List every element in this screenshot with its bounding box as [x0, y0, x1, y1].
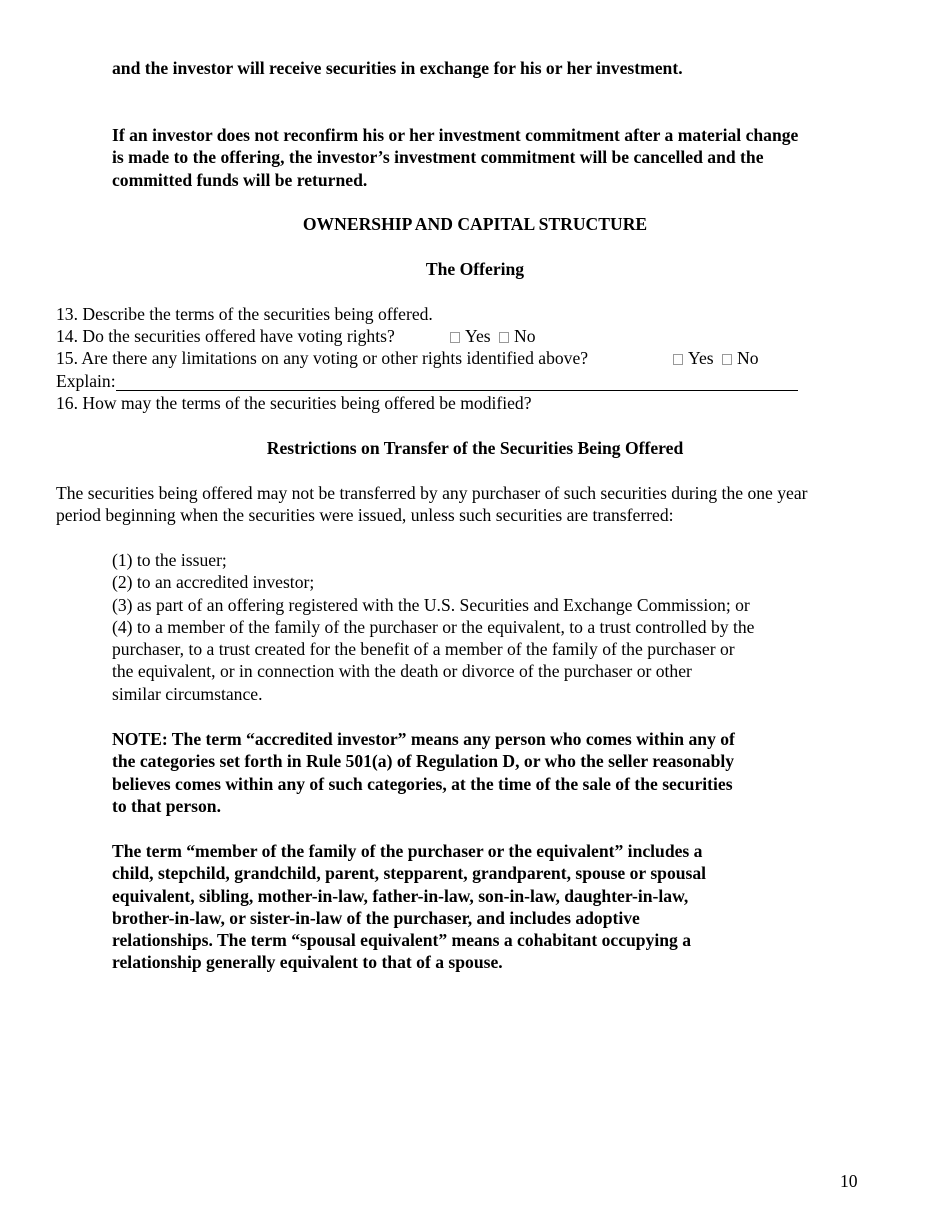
reconfirm-line: If an investor does not reconfirm his or her investment commitment after a material change	[112, 125, 799, 145]
q15-yes-checkbox[interactable]	[673, 354, 683, 365]
question-14: 14. Do the securities offered have voting rights?	[56, 326, 395, 346]
list-item: purchaser, to a trust created for the benefit of a member of the family of the purchaser or	[112, 639, 735, 660]
family-definition-paragraph	[112, 840, 706, 974]
explain-field[interactable]	[116, 371, 798, 391]
q14-options	[450, 325, 536, 347]
q14-yes-label: Yes	[465, 326, 491, 346]
family-line: relationship generally equivalent to that of a spouse.	[112, 952, 503, 973]
family-line: child, stepchild, grandchild, parent, stepparent, grandparent, spouse or spousal	[112, 863, 707, 884]
list-item: similar circumstance.	[112, 683, 263, 704]
page-number: 10	[840, 1171, 858, 1191]
restrictions-title: Restrictions on Transfer of the Securities Being Offered	[266, 438, 684, 458]
family-line: equivalent, sibling, mother-in-law, father-in-law, son-in-law, daughter-in-law,	[112, 885, 689, 906]
list-item: (2) to an accredited investor;	[112, 572, 315, 593]
question-15: 15. Are there any limitations on any voting or other rights identified above?	[56, 348, 589, 368]
family-line: brother-in-law, or sister-in-law of the purchaser, and includes adoptive	[112, 907, 640, 928]
note-line: NOTE: The term “accredited investor” means any person who comes within any of	[112, 729, 735, 749]
q14-yes-checkbox[interactable]	[450, 332, 460, 343]
note-line: the categories set forth in Rule 501(a) of Regulation D, or who the seller reasonably	[112, 751, 735, 772]
explain-row	[56, 370, 798, 392]
note-paragraph	[112, 728, 735, 817]
list-item: the equivalent, or in connection with the death or divorce of the purchaser or other	[112, 661, 692, 682]
question-16: 16. How may the terms of the securities being offered be modified?	[56, 393, 532, 413]
section-title: OWNERSHIP AND CAPITAL STRUCTURE	[302, 214, 648, 234]
q14-no-checkbox[interactable]	[499, 332, 509, 343]
q15-no-checkbox[interactable]	[722, 354, 732, 365]
q15-options	[673, 347, 759, 369]
family-line: relationships. The term “spousal equivalent” means a cohabitant occupying a	[112, 930, 692, 951]
reconfirm-line: committed funds will be returned.	[112, 169, 368, 190]
note-line: believes comes within any of such categories, at the time of the sale of the securities	[112, 773, 733, 794]
explain-label: Explain:	[56, 371, 116, 391]
question-13: 13. Describe the terms of the securities being offered.	[56, 304, 433, 324]
restrictions-line: The securities being offered may not be transferred by any purchaser of such securities during the one year	[56, 483, 808, 503]
list-item: (4) to a member of the family of the purchaser or the equivalent, to a trust controlled by the	[112, 616, 755, 637]
reconfirm-paragraph	[112, 124, 798, 191]
family-line: The term “member of the family of the purchaser or the equivalent” includes a	[112, 841, 703, 861]
restrictions-paragraph	[56, 482, 808, 527]
list-item: (1) to the issuer;	[112, 550, 227, 570]
q14-no-label: No	[514, 326, 536, 346]
transfer-list	[112, 549, 754, 705]
list-item: (3) as part of an offering registered with the U.S. Securities and Exchange Commission; or	[112, 594, 750, 615]
subsection-title: The Offering	[425, 259, 525, 279]
reconfirm-line: is made to the offering, the investor’s investment commitment will be cancelled and the	[112, 147, 764, 168]
restrictions-line: period beginning when the securities were issued, unless such securities are transferred:	[56, 505, 674, 526]
note-line: to that person.	[112, 795, 221, 816]
intro-line: and the investor will receive securities in exchange for his or her investment.	[112, 58, 683, 78]
q15-yes-label: Yes	[688, 348, 714, 368]
q15-no-label: No	[737, 348, 759, 368]
